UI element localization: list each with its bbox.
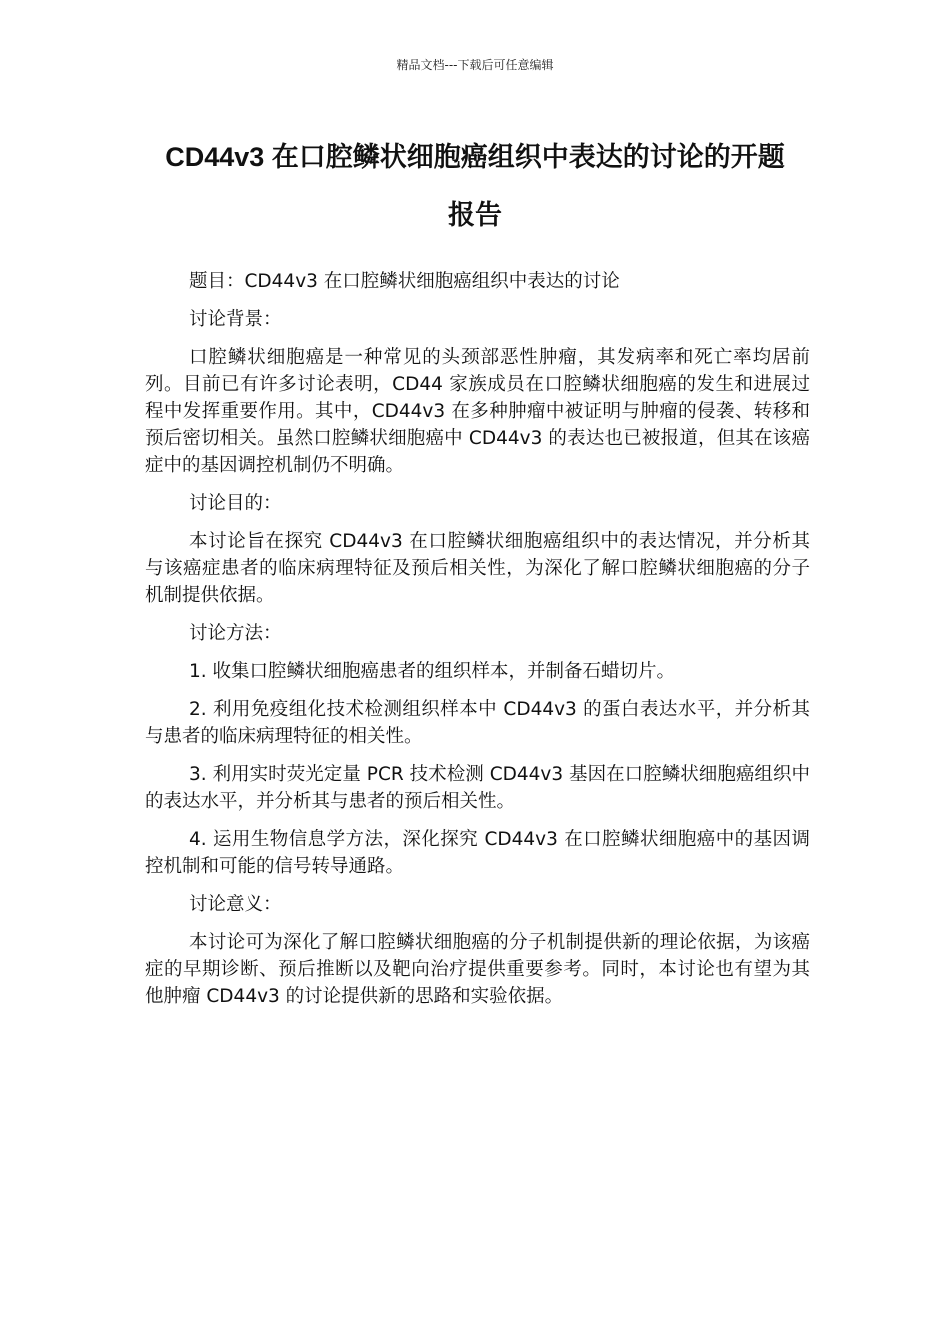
topic-line: 题目：CD44v3 在口腔鳞状细胞癌组织中表达的讨论 <box>189 271 620 292</box>
section-heading-purpose: 讨论目的： <box>189 493 282 514</box>
page-header: 精品文档---下载后可任意编辑 <box>396 58 554 72</box>
method-item-3: 3. 利用实时荧光定量 PCR 技术检测 CD44v3 基因在口腔鳞状细胞癌组织中的表达水平，并分析其与患者的预后相关性。 <box>145 764 810 812</box>
method-item-4: 4. 运用生物信息学方法，深化探究 CD44v3 在口腔鳞状细胞癌中的基因调控机制和可能的信号转导通路。 <box>145 829 810 877</box>
title-line-2: 报告 <box>448 200 502 230</box>
method-item-1: 1. 收集口腔鳞状细胞癌患者的组织样本，并制备石蜡切片。 <box>189 661 676 682</box>
document-body <box>145 268 810 1021</box>
method-item-2: 2. 利用免疫组化技术检测组织样本中 CD44v3 的蛋白表达水平，并分析其与患者的临床病理特征的相关性。 <box>145 699 810 747</box>
title-line-1: CD44v3 在口腔鳞状细胞癌组织中表达的讨论的开题 <box>165 142 785 172</box>
section-heading-background: 讨论背景： <box>189 309 282 330</box>
purpose-paragraph: 本讨论旨在探究 CD44v3 在口腔鳞状细胞癌组织中的表达情况，并分析其与该癌症患者的临床病理特征及预后相关性，为深化了解口腔鳞状细胞癌的分子机制提供依据。 <box>145 531 810 606</box>
significance-paragraph: 本讨论可为深化了解口腔鳞状细胞癌的分子机制提供新的理论依据，为该癌症的早期诊断、预后推断以及靶向治疗提供重要参考。同时，本讨论也有望为其他肿瘤 CD44v3 的讨论提供新的思路和实验依据。 <box>145 932 810 1007</box>
document-title <box>130 128 820 244</box>
section-heading-methods: 讨论方法： <box>189 623 282 644</box>
background-paragraph: 口腔鳞状细胞癌是一种常见的头颈部恶性肿瘤，其发病率和死亡率均居前列。目前已有许多讨论表明，CD44 家族成员在口腔鳞状细胞癌的发生和进展过程中发挥重要作用。其中，CD44v3 在多种肿瘤中被证明与肿瘤的侵袭、转移和预后密切相关。虽然口腔鳞状细胞癌中 CD44v3 的表达也已被报道，但其在该癌症中的基因调控机制仍不明确。 <box>145 347 810 476</box>
section-heading-significance: 讨论意义： <box>189 894 282 915</box>
